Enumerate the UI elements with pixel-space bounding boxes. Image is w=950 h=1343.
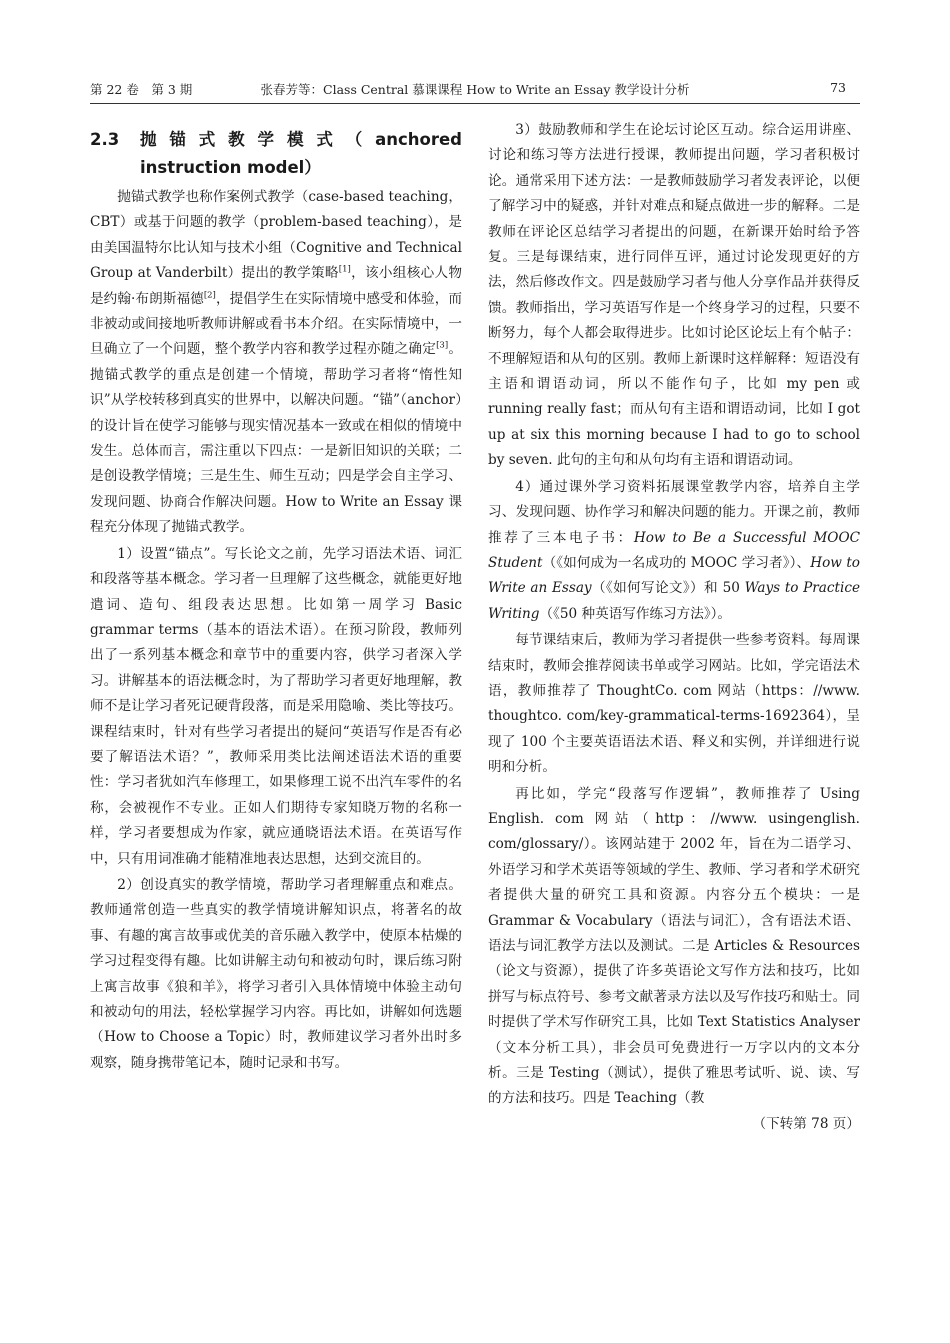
left-column <box>90 118 462 1076</box>
book-title: Ways to Practice Writing <box>488 580 860 622</box>
paragraph-reference-materials: 每节课结束后，教师为学习者提供一些参考资料。每周课结束时，教师会推荐阅读书单或学习网站。比如，学完语法术语，教师推荐了 ThoughtCo. com 网站（https：//www. thoughtco. com/key-grammatical-terms-1692364），呈现了 100 个主要英语语法术语、释义和实例，并详细进行说明和分析。 <box>488 632 860 776</box>
header-rule <box>90 103 860 104</box>
paragraph-real-situation: 2）创设真实的教学情境，帮助学习者理解重点和难点。教师通常创造一些真实的教学情境讲解知识点，将著名的故事、有趣的寓言故事或优美的音乐融入教学中，使原本枯燥的学习过程变得有趣。比如讲解主动句和被动句时，课后练习附上寓言故事《狼和羊》，将学习者引入具体情境中体验主动句和被动句的用法，轻松掌握学习内容。再比如，讲解如何选题（How to Choose a Topic）时，教师建议学习者外出时多观察，随身携带笔记本，随时记录和书写。 <box>90 876 462 1071</box>
continued-note: （下转第 78 页） <box>752 1115 860 1132</box>
citation-ref[interactable]: [2] <box>203 290 216 301</box>
page-number: 73 <box>830 80 846 95</box>
paragraph-usingenglish: 再比如，学完“段落写作逻辑”，教师推荐了 Using English. com 网站（http：//www. usingenglish. com/glossary/）。该网站建于 2002 年，旨在为二语学习、外语学习和学术英语等领域的学生、教师、学习者和学术研究者提供大量的研究工具和资源。内容分五个模块：一是 Grammar & Vocabulary（语法与词汇），含有语法术语、语法与词汇教学方法以及测试。二是 Articles & Resources（论文与资源），提供了许多英语论文写作方法和技巧，比如拼写与标点符号、参考文献著录方法以及写作技巧和贴士。同时提供了学术写作研究工具，比如 Text Statistics Analyser（文本分析工具），非会员可免费进行一万字以内的文本分析。三是 Testing（测试），提供了雅思考试听、说、读、写的方法和技巧。四是 Teaching（教 <box>488 785 860 1107</box>
paragraph-extracurricular: 4）通过课外学习资料拓展课堂教学内容，培养自主学习、发现问题、协作学习和解决问题的能力。开课之前，教师推荐了三本电子书：How to Be a Successful MOOC Student（《如何成为一名成功的 MOOC 学习者》）、How to Write an Essay（《如何写论文》）和 50 Ways to Practice Writing（《50 种英语写作练习方法》）。 <box>488 478 860 622</box>
paragraph-forum-interaction: 3）鼓励教师和学生在论坛讨论区互动。综合运用讲座、讨论和练习等方法进行授课，教师提出问题，学习者积极讨论。通常采用下述方法：一是教师鼓励学习者发表评论，以便了解学习中的疑惑，并针对难点和疑点做进一步的解释。二是教师在评论区总结学习者提出的问题，在新课开始时给予答复。三是每课结束，进行同伴互评，通过讨论发现更好的方法，然后修改作文。四是鼓励学习者与他人分享作品并获得反馈。教师指出，学习英语写作是一个终身学习的过程，只要不断努力，每个人都会取得进步。比如讨论区论坛上有个帖子：不理解短语和从句的区别。教师上新课时这样解释：短语没有主语和谓语动词，所以不能作句子，比如 my pen 或 running really fast；而从句有主语和谓语动词，比如 I got up at six this morning because I had to go to school by seven. 此句的主句和从句均有主语和谓语动词。 <box>488 122 860 469</box>
issue-label: 第 22 卷 第 3 期 <box>90 82 193 97</box>
section-title: 抛锚式教学模式（anchored instruction model） <box>140 130 462 177</box>
citation-ref[interactable]: [3] <box>436 340 449 351</box>
book-title: How to Write an Essay <box>488 554 860 597</box>
book-title: How to Be a Successful MOOC Student <box>488 529 860 571</box>
paragraph-intro: 抛锚式教学也称作案例式教学（case-based teaching，CBT）或基于问题的教学（problem-based teaching），是由美国温特尔比认知与技术小组（Cognitive and Technical Group at Vanderbilt）提出的教学策略[1]，该小组核心人物是约翰·布朗斯福德[2]，提倡学生在实际情境中感受和体验，而非被动或间接地听教师讲解或看书本介绍。在实际情境中，一旦确立了一个问题，整个教学内容和教学过程亦随之确定[3]。抛锚式教学的重点是创建一个情境，帮助学习者将“惰性知识”从学校转移到真实的世界中，以解决问题。“锚”（anchor）的设计旨在使学习能够与现实情况基本一致或在相似的情境中发生。总体而言，需注重以下四点：一是新旧知识的关联；二是创设教学情境；三是生生、师生互动；四是学会自主学习、发现问题、协商合作解决问题。How to Write an Essay 课程充分体现了抛锚式教学。 <box>90 189 463 536</box>
section-number: 2.3 <box>90 130 120 149</box>
running-title: 张春芳等：Class Central 慕课课程 How to Write an Essay 教学设计分析 <box>260 82 690 97</box>
right-column <box>488 118 860 1137</box>
citation-ref[interactable]: [1] <box>338 264 351 275</box>
paragraph-anchor-point: 1）设置“锚点”。写长论文之前，先学习语法术语、词汇和段落等基本概念。学习者一旦理解了这些概念，就能更好地遣词、造句、组段表达思想。比如第一周学习 Basic grammar terms（基本的语法术语）。在预习阶段，教师列出了一系列基本概念和章节中的重要内容，供学习者深入学习。讲解基本的语法概念时，为了帮助学习者更好地理解，教师不是让学习者死记硬背段落，而是采用隐喻、类比等技巧。课程结束时，针对有些学习者提出的疑问“英语写作是否有必要了解语法术语？”，教师采用类比法阐述语法术语的重要性：学习者犹如汽车修理工，如果修理工说不出汽车零件的名称，会被视作不专业。正如人们期待专家知晓万物的名称一样，学习者要想成为作家，就应通晓语法术语。在英语写作中，只有用词准确才能精准地表达思想，达到交流目的。 <box>90 545 462 867</box>
section-heading <box>90 126 462 182</box>
